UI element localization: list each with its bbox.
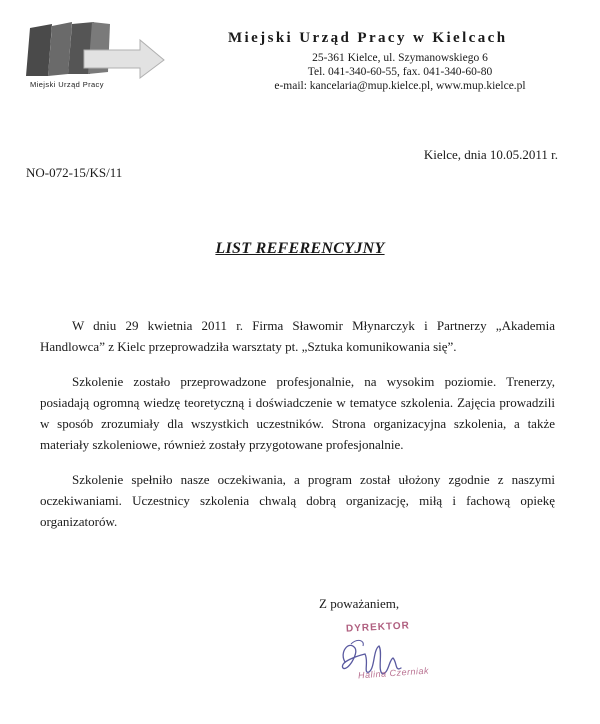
organization-email-web: e-mail: kancelaria@mup.kielce.pl, www.mup.kielce.pl bbox=[274, 80, 526, 92]
paragraph-3: Szkolenie spełniło nasze oczekiwania, a program został ułożony zgodnie z naszymi oczekiwaniami. Uczestnicy szkolenia chwalą dobrą organizację, miłą i fachową opiekę organizatorów. bbox=[40, 472, 555, 529]
organization-name: Miejski Urząd Pracy w Kielcach bbox=[228, 30, 508, 46]
paragraph-2: Szkolenie zostało przeprowadzone profesjonalnie, na wysokim poziomie. Trenerzy, posiadają ogromną wiedzę teoretyczną i doświadczenie w tematyce szkolenia. Zajęcia prowadzili w sposób zrozumiały dla wszystkich uczestników. Strona organizacyjna szkolenia, a także materiały szkoleniowe, również zostały przygotowane profesjonalnie. bbox=[40, 374, 555, 452]
organization-address: 25-361 Kielce, ul. Szymanowskiego 6 bbox=[312, 52, 488, 64]
organization-phone-fax: Tel. 041-340-60-55, fax. 041-340-60-80 bbox=[307, 66, 493, 78]
reference-number: NO-072-15/KS/11 bbox=[26, 165, 123, 180]
letterhead bbox=[228, 30, 568, 93]
stamp-title: DYREKTOR bbox=[345, 620, 411, 635]
logo-caption: Miejski Urząd Pracy bbox=[30, 80, 104, 89]
place-date: Kielce, dnia 10.05.2011 r. bbox=[423, 147, 558, 162]
letter-body bbox=[40, 315, 555, 546]
closing-salutation: Z poważaniem, bbox=[319, 596, 400, 611]
paragraph-1: W dniu 29 kwietnia 2011 r. Firma Sławomir Młynarczyk i Partnerzy „Akademia Handlowca” z Kielc przeprowadziła warsztaty pt. „Sztuka komunikowania się”. bbox=[40, 318, 555, 354]
stamp-name: Halina Czerniak bbox=[357, 665, 430, 681]
logo-graphic bbox=[22, 20, 170, 80]
document-title: LIST REFERENCYJNY bbox=[215, 240, 385, 257]
